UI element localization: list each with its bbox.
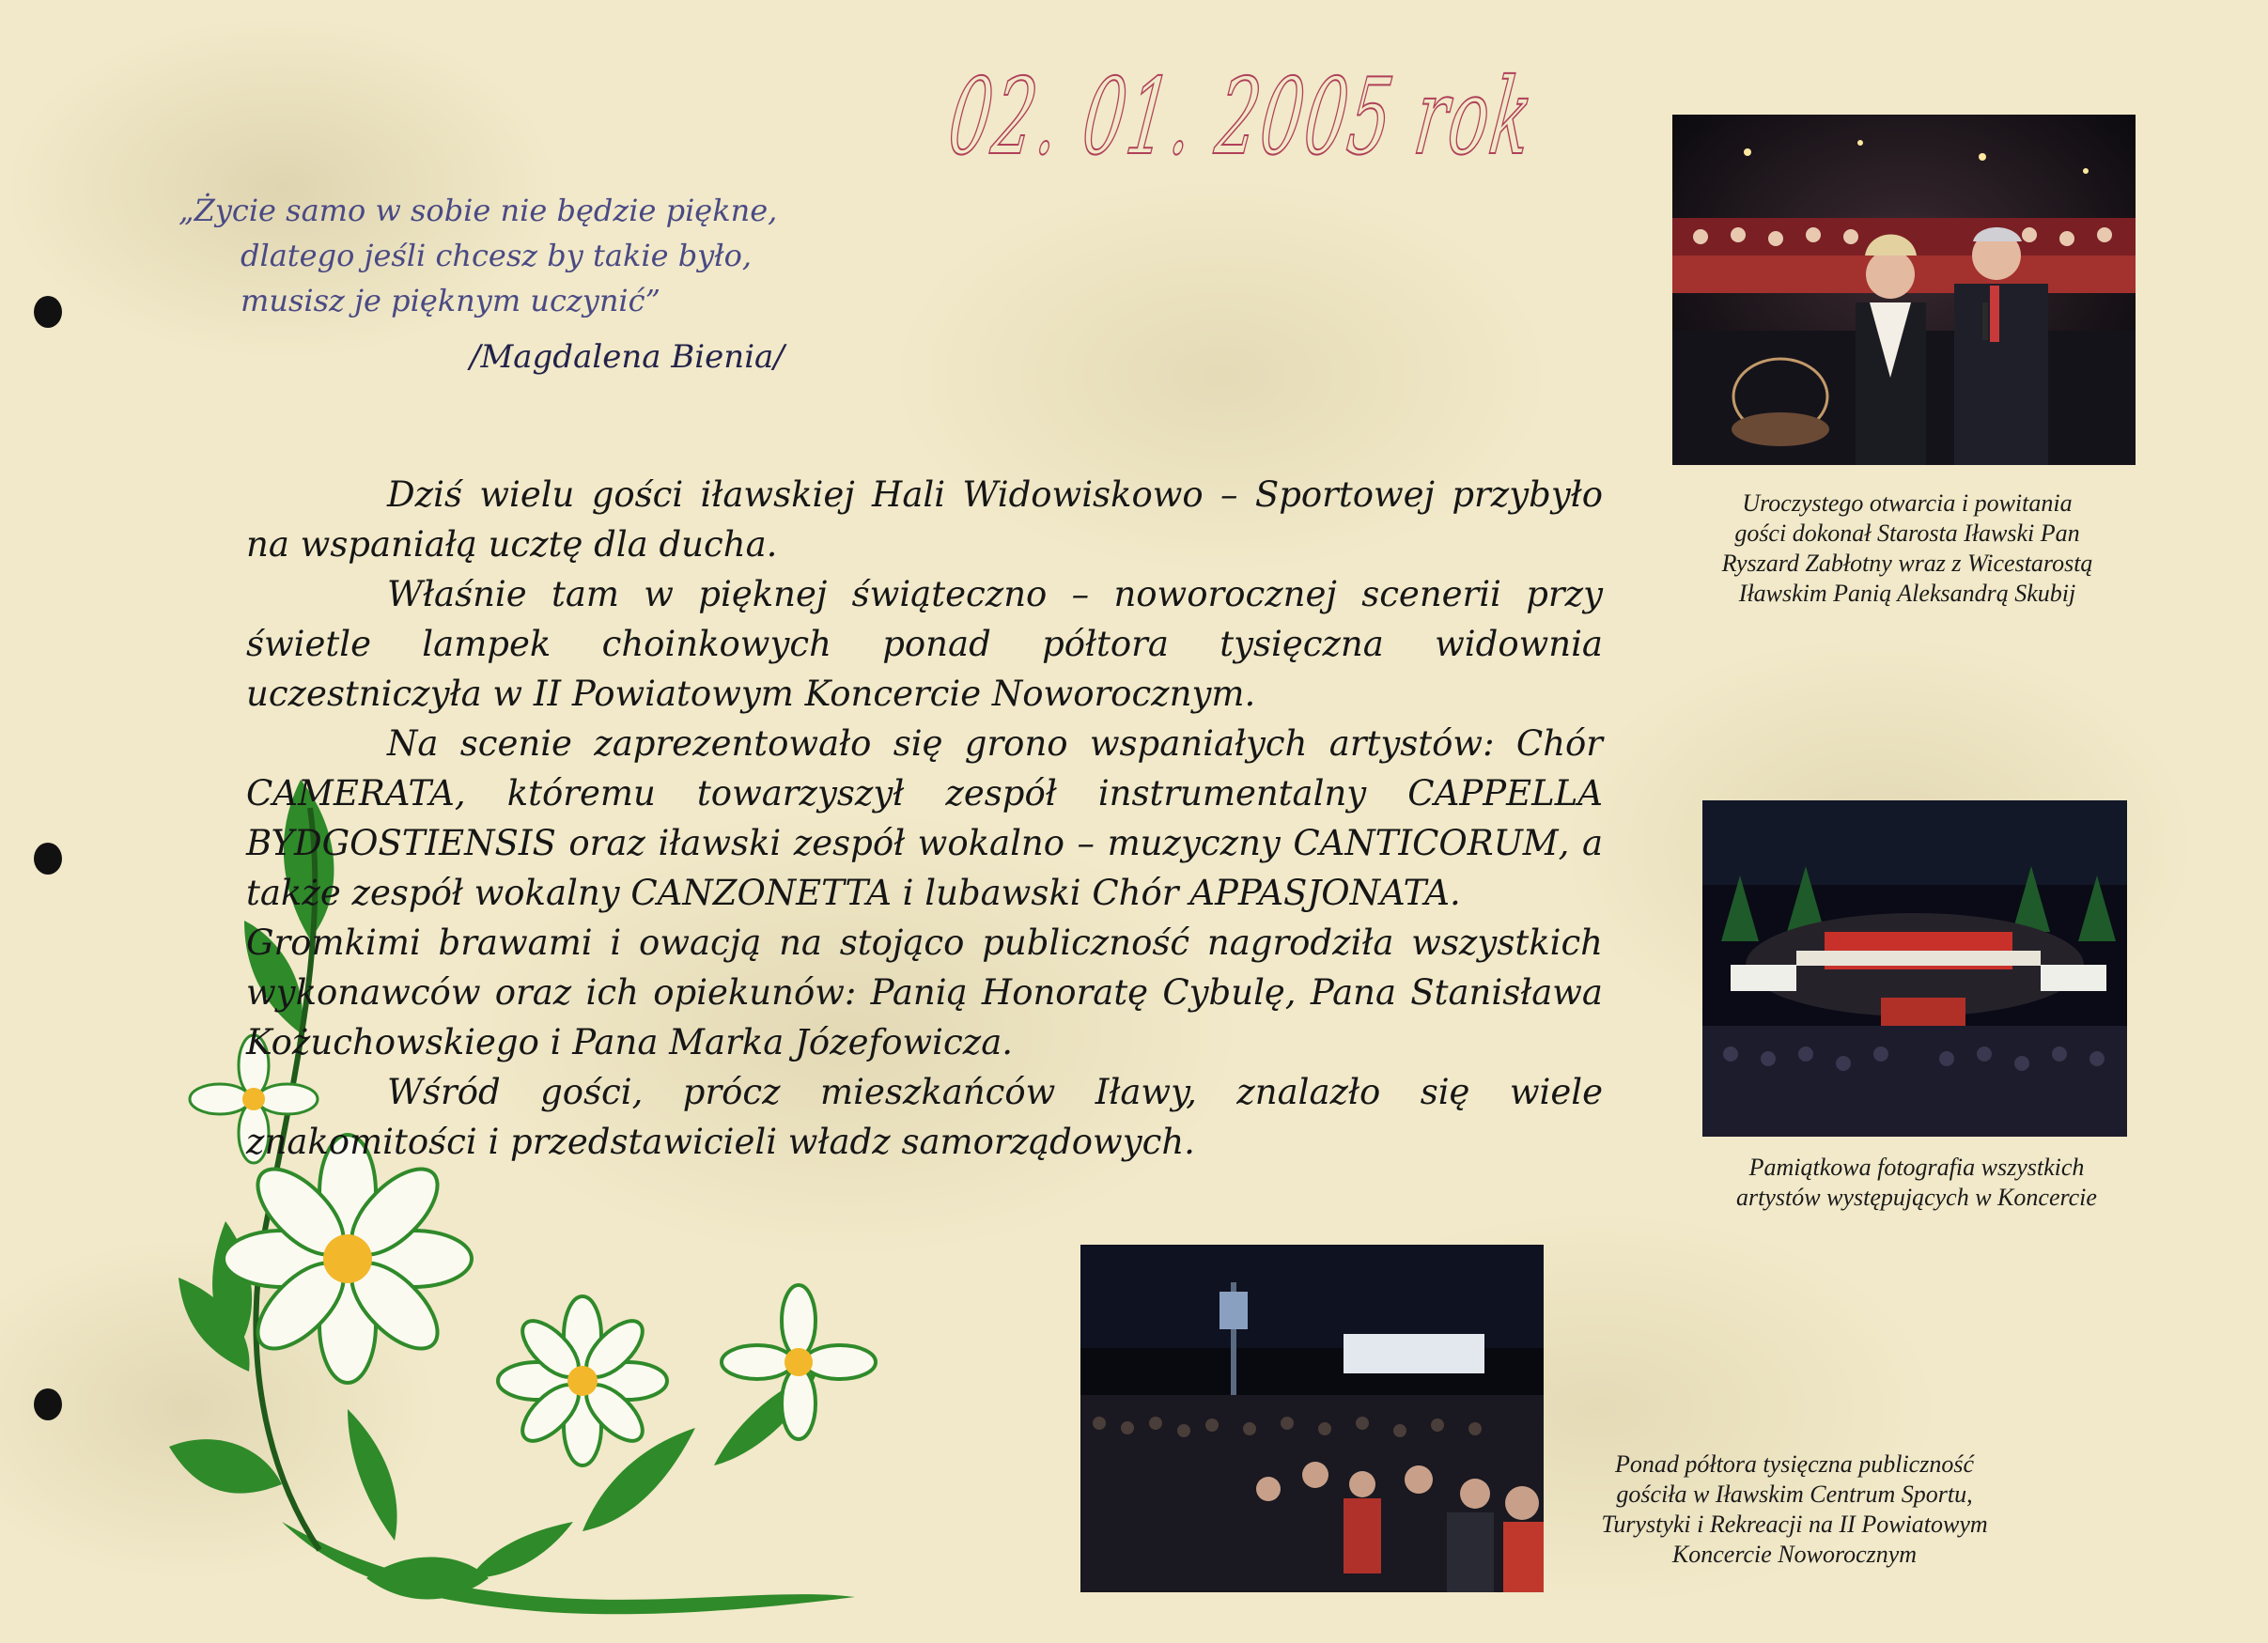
caption-line: Ryszard Zabłotny wraz z Wicestarostą <box>1721 550 2093 577</box>
caption-line: Pamiątkowa fotografia wszystkich <box>1748 1154 2085 1181</box>
binder-hole <box>34 296 62 328</box>
caption-line: Ponad półtora tysięczna publiczność <box>1614 1450 1974 1478</box>
quote-line: musisz je pięknym uczynić” <box>241 283 660 318</box>
photo-caption <box>1550 1449 2039 1570</box>
caption-line: Koncercie Noworocznym <box>1671 1541 1918 1568</box>
caption-line: gości dokonał Starosta Iławski Pan <box>1734 519 2080 547</box>
article-paragraph: Wśród gości, prócz mieszkańców Iławy, znalazło się wiele znakomitości i przedstawicieli władz samorządowych. <box>246 1072 1603 1162</box>
article-paragraph: Gromkimi brawami i owacją na stojąco publiczność nagrodziła wszystkich wykonawców oraz ich opiekunów: Panią Honoratę Cybulę, Pana Stanisława Kożuchowskiego i Pana Marka Józefowicza. <box>246 922 1603 1062</box>
caption-line: gościła w Iławskim Centrum Sportu, <box>1616 1480 1973 1508</box>
caption-line: Iławskim Panią Aleksandrą Skubij <box>1738 580 2076 607</box>
photo-caption <box>1654 488 2161 609</box>
epigraph-quote <box>179 188 784 380</box>
article-paragraph: Na scenie zaprezentowało się grono wspaniałych artystów: Chór CAMERATA, któremu towarzyszył zespół instrumentalny CAPPELLA BYDGOSTIENSIS oraz iławski zespół wokalno – muzyczny CANTICORUM, a także zespół wokalny CANZONETTA i lubawski Chór APPASJONATA. <box>246 723 1603 913</box>
quote-line: „Życie samo w sobie nie będzie piękne, <box>179 193 778 228</box>
caption-line: Turystyki i Rekreacji na II Powiatowym <box>1601 1511 1988 1538</box>
article-paragraph: Właśnie tam w pięknej świąteczno – noworocznej scenerii przy świetle lampek choinkowych ponad półtora tysięczna widownia uczestniczyła w II Powiatowym Koncercie Noworocznym. <box>246 574 1603 714</box>
caption-line: Uroczystego otwarcia i powitania <box>1742 489 2073 517</box>
photo-all-artists <box>1702 800 2127 1137</box>
date-title: 02. 01. 2005 rok <box>941 56 1542 178</box>
caption-line: artystów występujących w Koncercie <box>1736 1184 2097 1211</box>
photo-opening-officials <box>1672 115 2136 465</box>
photo-audience <box>1080 1245 1544 1592</box>
quote-author: /Magdalena Bienia/ <box>470 338 784 376</box>
photo-caption <box>1672 1153 2161 1213</box>
article-body <box>246 470 1603 1167</box>
binder-hole <box>34 1388 62 1420</box>
binder-hole <box>34 843 62 875</box>
quote-line: dlatego jeśli chcesz by takie było, <box>241 238 753 273</box>
article-paragraph: Dziś wielu gości iławskiej Hali Widowiskowo – Sportowej przybyło na wspaniałą ucztę dla ducha. <box>246 474 1603 565</box>
